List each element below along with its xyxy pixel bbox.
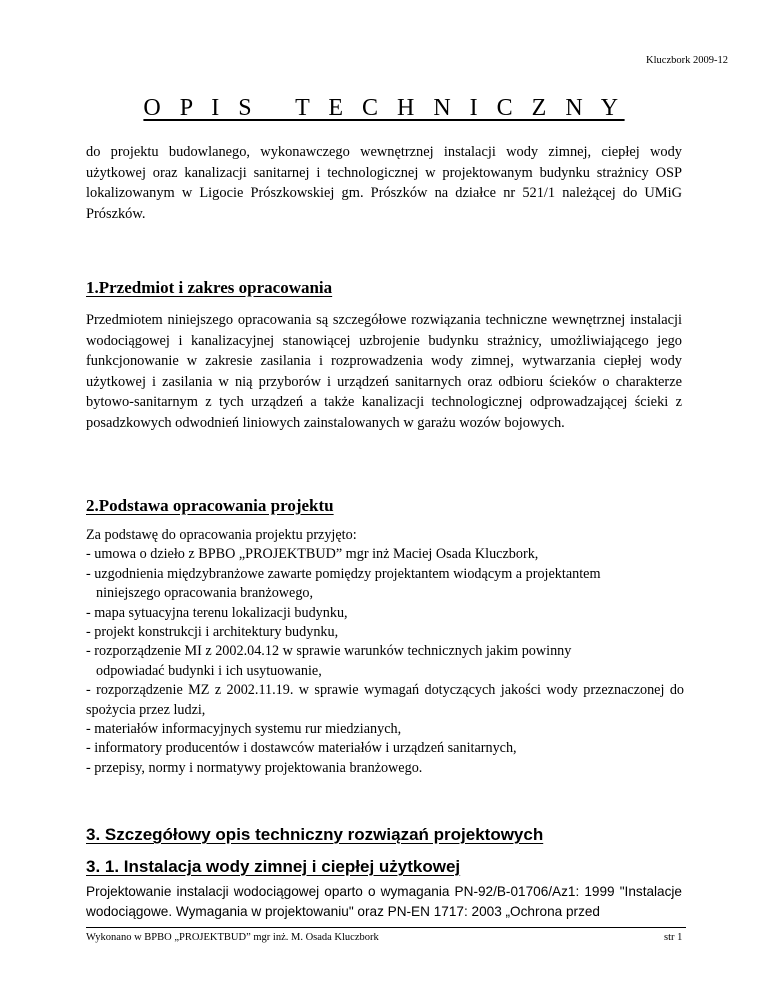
- list-item: - umowa o dzieło z BPBO „PROJEKTBUD” mgr inż Maciej Osada Kluczbork,: [86, 546, 539, 563]
- list-item: - informatory producentów i dostawców materiałów i urządzeń sanitarnych,: [86, 740, 517, 757]
- list-item: - uzgodnienia międzybranżowe zawarte pomiędzy projektantem wiodącym a projektantem: [86, 565, 601, 582]
- list-item: - przepisy, normy i normatywy projektowania branżowego.: [86, 759, 423, 776]
- page-number: str 1: [664, 932, 683, 943]
- section-1-text: Przedmiotem niniejszego opracowania są szczegółowe rozwiązania techniczne wewnętrznej instalacji wodociągowej i kanalizacyjnej stanowiącej uzbrojenie budynku strażnicy, umożliwiającego jego funkcjonowanie w zakresie zasilania i rozprowadzenia wody zimnej, wytwarzania ciepłej wody użytkowej i zasilania w nią przyborów i urządzeń sanitarnych oraz odbioru ścieków o charakterze bytowo-sanitarnym z tych urządzeń a także kanalizacji technologicznej odprowadzającej ścieki z posadzkowych odwodnień liniowych zainstalowanych w garażu wozów bojowych.: [86, 312, 682, 431]
- list-item: - projekt konstrukcji i architektury budynku,: [86, 624, 339, 641]
- list-item: niniejszego opracowania branżowego,: [96, 585, 314, 602]
- section-3-1-text: Projektowanie instalacji wodociągowej oparto o wymagania PN-92/B-01706/Az1: 1999 "Instalacje wodociągowe. Wymagania w projektowaniu" oraz PN-EN 1717: 2003 „Ochrona przed: [86, 884, 682, 919]
- footer-divider: [86, 927, 686, 928]
- section-2-heading: 2.Podstawa opracowania projektu: [86, 496, 334, 515]
- list-item: - mapa sytuacyjna terenu lokalizacji budynku,: [86, 604, 348, 621]
- page-title: O P I S T E C H N I C Z N Y: [143, 95, 625, 121]
- list-item: odpowiadać budynki i ich usytuowanie,: [96, 662, 322, 679]
- section-2-intro: Za podstawę do opracowania projektu przyjęto:: [86, 527, 357, 543]
- list-item: - rozporządzenie MI z 2002.04.12 w sprawie warunków technicznych jakim powinny: [86, 643, 572, 660]
- header-date: Kluczbork 2009-12: [646, 55, 728, 66]
- footer-company: Wykonano w BPBO „PROJEKTBUD” mgr inż. M. Osada Kluczbork: [86, 932, 379, 943]
- section-3-heading: 3. Szczegółowy opis techniczny rozwiązań projektowych: [86, 825, 544, 844]
- intro-paragraph: do projektu budowlanego, wykonawczego wewnętrznej instalacji wody zimnej, ciepłej wody użytkowej oraz kanalizacji sanitarnej i technologicznej w projektowanym budynku strażnicy OSP lokalizowanym w Ligocie Prószkowskiej gm. Prószków na działce nr 521/1 należącej do UMiG Prószków.: [86, 144, 682, 222]
- section-3-1-heading: 3. 1. Instalacja wody zimnej i ciepłej użytkowej: [86, 857, 461, 876]
- section-2-list: [86, 526, 684, 778]
- list-item: - materiałów informacyjnych systemu rur miedzianych,: [86, 721, 402, 738]
- list-item: - rozporządzenie MZ z 2002.11.19. w sprawie wymagań dotyczących jakości wody przeznaczonej do spożycia przez ludzi,: [86, 682, 684, 718]
- section-1-heading: 1.Przedmiot i zakres opracowania: [86, 278, 333, 297]
